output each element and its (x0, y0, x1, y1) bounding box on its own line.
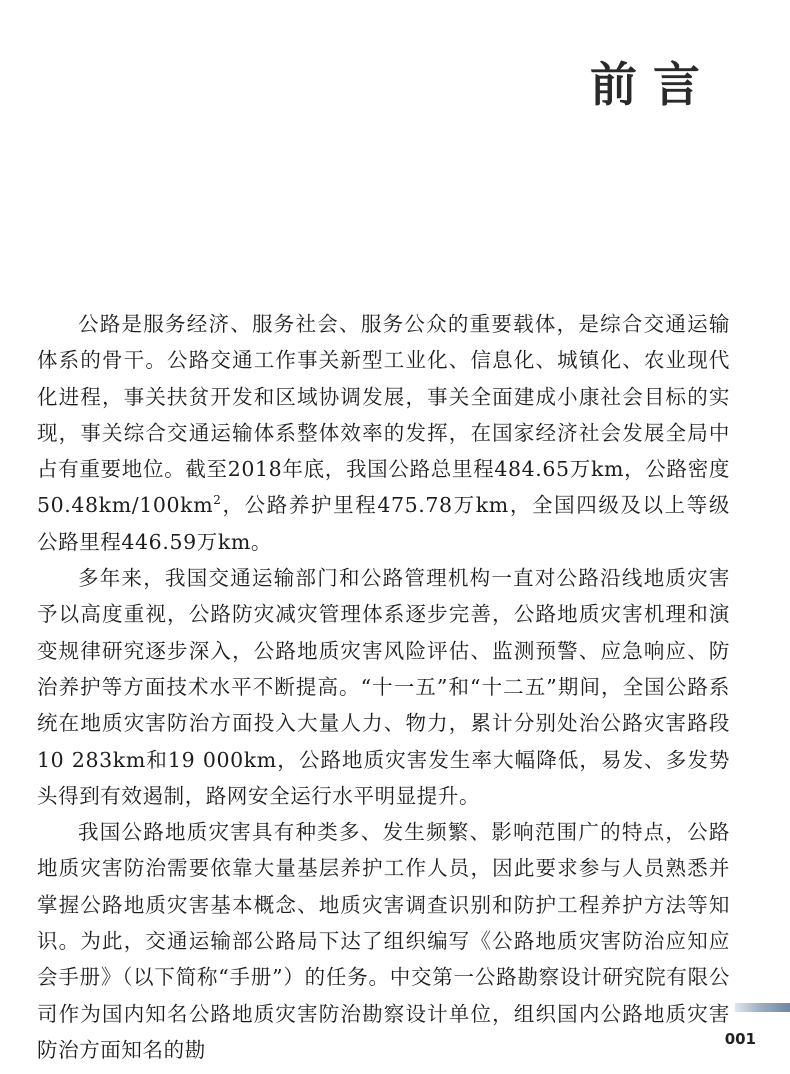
page-title: 前言 (590, 58, 716, 113)
paragraph-2: 多年来，我国交通运输部门和公路管理机构一直对公路沿线地质灾害予以高度重视，公路防灾减灾管理体系逐步完善，公路地质灾害机理和演变规律研究逐步深入，公路地质灾害风险评估、监测预警、应急响应、防治养护等方面技术水平不断提高。“十一五”和“十二五”期间，全国公路系统在地质灾害防治方面投入大量人力、物力，累计分别处治公路灾害路段10 283km和19 000km，公路地质灾害发生率大幅降低，易发、多发势头得到有效遏制，路网安全运行水平明显提升。 (37, 566, 730, 808)
paragraph-3: 我国公路地质灾害具有种类多、发生频繁、影响范围广的特点，公路地质灾害防治需要依靠大量基层养护工作人员，因此要求参与人员熟悉并掌握公路地质灾害基本概念、地质灾害调查识别和防护工程养护方法等知识。为此，交通运输部公路局下达了组织编写《公路地质灾害防治应知应会手册》（以下简称“手册”）的任务。中交第一公路勘察设计研究院有限公司作为国内知名公路地质灾害防治勘察设计单位，组织国内公路地质灾害防治方面知名的勘 (37, 820, 730, 1062)
body-text (37, 306, 730, 1068)
paragraph-1-text: 公路是服务经济、服务社会、服务公众的重要载体，是综合交通运输体系的骨干。公路交通工作事关新型工业化、信息化、城镇化、农业现代化进程，事关扶贫开发和区域协调发展，事关全面建成小康社会目标的实现，事关综合交通运输体系整体效率的发挥，在国家经济社会发展全局中占有重要地位。截至2018年底，我国公路总里程484.65万km，公路密度50.48km/100km (37, 312, 730, 518)
paragraph-1-text-cont: ，公路养护里程475.78万km，全国四级及以上等级公路里程446.59万km。 (37, 493, 730, 554)
footer-bar (735, 1003, 790, 1012)
paragraph-1 (37, 306, 730, 560)
page-number: 001 (724, 1030, 756, 1048)
superscript-2: 2 (213, 493, 222, 508)
